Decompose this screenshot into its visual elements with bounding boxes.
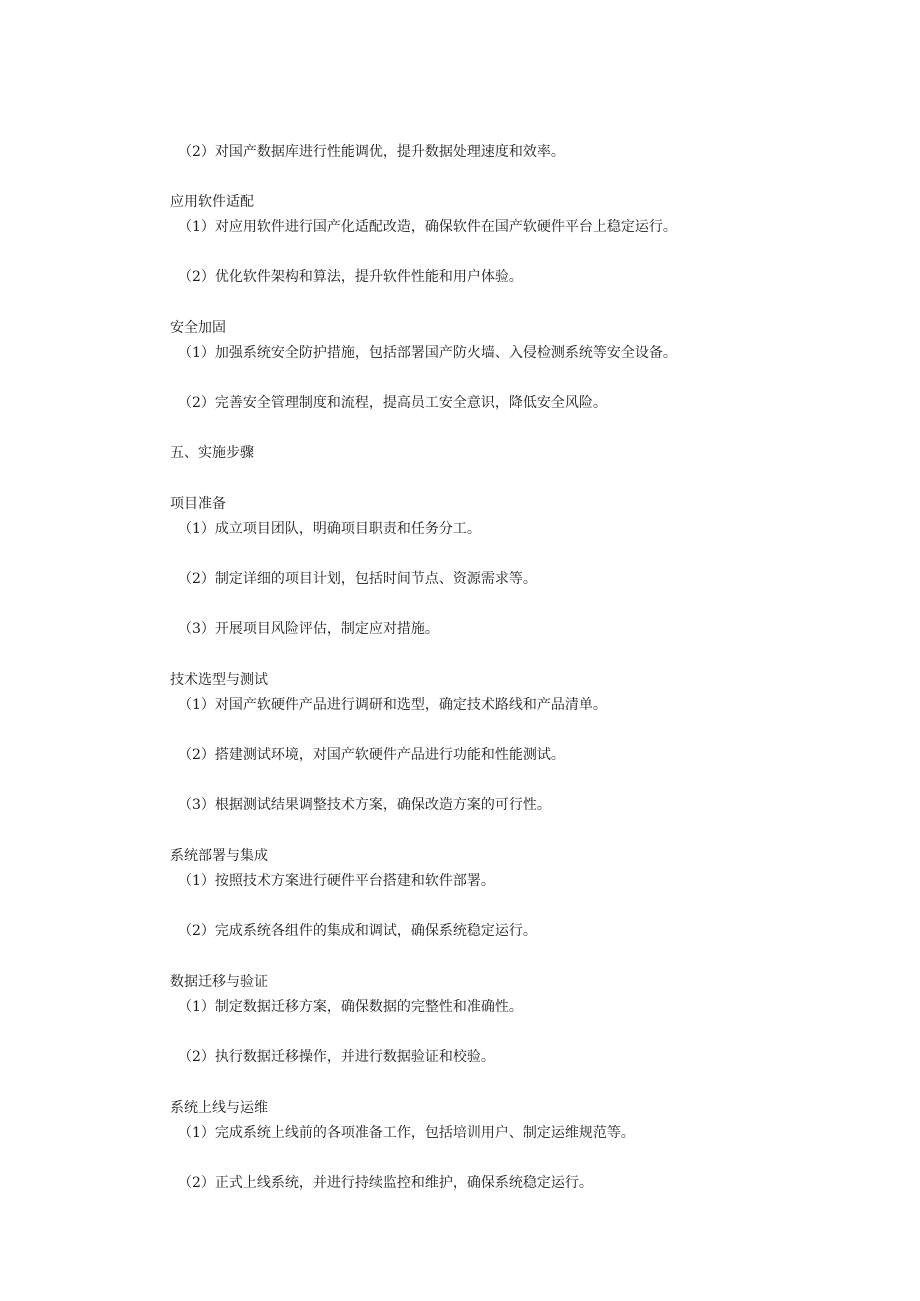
list-item: （1）制定数据迁移方案，确保数据的完整性和准确性。 xyxy=(178,999,523,1015)
section-heading: 项目准备 xyxy=(170,496,226,512)
chapter-heading: 五、实施步骤 xyxy=(170,445,254,461)
section-heading: 系统部署与集成 xyxy=(170,848,268,864)
list-item: （2）对国产数据库进行性能调优，提升数据处理速度和效率。 xyxy=(178,144,565,160)
list-item: （2）优化软件架构和算法，提升软件性能和用户体验。 xyxy=(178,269,523,285)
list-item: （1）对应用软件进行国产化适配改造，确保软件在国产软硬件平台上稳定运行。 xyxy=(178,219,677,235)
list-item: （3）根据测试结果调整技术方案，确保改造方案的可行性。 xyxy=(178,797,551,813)
list-item: （2）正式上线系统，并进行持续监控和维护，确保系统稳定运行。 xyxy=(178,1175,593,1191)
section-heading: 安全加固 xyxy=(170,320,226,336)
list-item: （2）执行数据迁移操作，并进行数据验证和校验。 xyxy=(178,1049,495,1065)
section-heading: 数据迁移与验证 xyxy=(170,974,268,990)
list-item: （2）搭建测试环境，对国产软硬件产品进行功能和性能测试。 xyxy=(178,747,565,763)
list-item: （1）加强系统安全防护措施，包括部署国产防火墙、入侵检测系统等安全设备。 xyxy=(178,345,677,361)
list-item: （2）制定详细的项目计划，包括时间节点、资源需求等。 xyxy=(178,571,537,587)
list-item: （1）对国产软硬件产品进行调研和选型，确定技术路线和产品清单。 xyxy=(178,697,607,713)
list-item: （1）按照技术方案进行硬件平台搭建和软件部署。 xyxy=(178,873,495,889)
list-item: （1）成立项目团队，明确项目职责和任务分工。 xyxy=(178,521,481,537)
section-heading: 系统上线与运维 xyxy=(170,1100,268,1116)
list-item: （1）完成系统上线前的各项准备工作，包括培训用户、制定运维规范等。 xyxy=(178,1125,635,1141)
section-heading: 应用软件适配 xyxy=(170,194,254,210)
list-item: （2）完善安全管理制度和流程，提高员工安全意识，降低安全风险。 xyxy=(178,395,607,411)
section-heading: 技术选型与测试 xyxy=(170,672,268,688)
list-item: （2）完成系统各组件的集成和调试，确保系统稳定运行。 xyxy=(178,923,537,939)
list-item: （3）开展项目风险评估，制定应对措施。 xyxy=(178,621,439,637)
